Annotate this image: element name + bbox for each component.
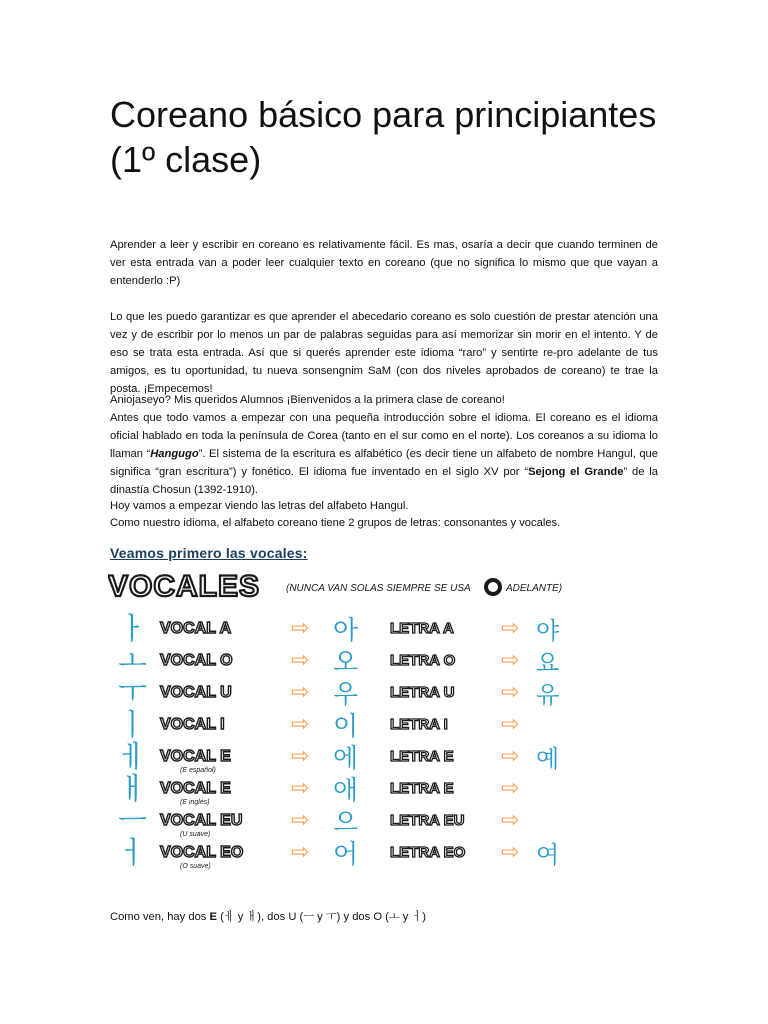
vowel-jamo: ㅗ <box>118 645 147 678</box>
vowel-jamo: ㅔ <box>118 741 147 774</box>
letter-label: LETRA I <box>390 716 448 733</box>
arrow-icon: ⇨ <box>501 743 520 768</box>
vowel-sublabel: (U suave) <box>180 831 211 838</box>
arrow-icon: ⇨ <box>501 711 520 736</box>
syllable-glyph: 오 <box>333 647 359 677</box>
intro-text-a: Antes que todo vamos a empezar con una pequeña introducción sobre el idioma. El coreano es el idioma oficial hablado en toda la península de Corea (tanto en el sur como en el norte). Los coreanos a su idioma lo llaman “ <box>110 412 658 460</box>
syllable-glyph: 으 <box>333 807 359 837</box>
arrow-icon: ⇨ <box>501 839 520 864</box>
chart-header-circle-symbol <box>486 580 500 594</box>
y-syllable-glyph: 야 <box>536 618 560 645</box>
syllable-glyph: 우 <box>333 679 359 709</box>
vowel-jamo: ㅓ <box>118 837 147 870</box>
arrow-icon: ⇨ <box>501 647 520 672</box>
vowel-jamo: ㅏ <box>118 613 147 646</box>
vowel-label: VOCAL EO <box>160 844 244 861</box>
page-title: Coreano básico para principiantes (1º clase) <box>110 94 657 180</box>
sejong-term: Sejong el Grande <box>528 466 624 478</box>
vowel-jamo: ㅡ <box>118 805 147 838</box>
paragraph-greeting: Aniojaseyo? Mis queridos Alumnos ¡Bienvenidos a la primera clase de coreano! <box>110 394 505 406</box>
syllable-glyph: 애 <box>333 775 359 805</box>
vowel-jamo: ㅜ <box>118 677 147 710</box>
arrow-icon: ⇨ <box>291 807 310 832</box>
vowel-label: VOCAL EU <box>160 812 243 829</box>
vowel-jamo: ㅣ <box>118 709 147 742</box>
intro-text-c: ” de la dinastía Chosun (1392-1910). <box>110 466 658 496</box>
letter-label: LETRA E <box>390 780 454 797</box>
hangugo-term: Hangugo <box>150 448 199 460</box>
footer-text-1: Como ven, hay dos <box>110 911 210 924</box>
arrow-icon: ⇨ <box>501 807 520 832</box>
chart-header-title: VOCALES <box>108 570 261 603</box>
arrow-icon: ⇨ <box>291 679 310 704</box>
vowel-sublabel: (O suave) <box>180 863 211 870</box>
arrow-icon: ⇨ <box>501 775 520 800</box>
footer-text-2: (ㅔ y ㅐ), dos U (ㅡ y ㅜ) y dos O (ㅗ y ㅓ) <box>216 911 427 924</box>
y-syllable-glyph: 요 <box>536 650 560 677</box>
syllable-glyph: 아 <box>333 615 359 645</box>
section-heading: Veamos primero las vocales: <box>110 545 308 561</box>
paragraph-guarantee: Lo que les puedo garantizar es que aprender el abecedario coreano es solo cuestión de prestar atención una vez y de escribir por lo menos un par de palabras seguidas para así memorizar sin morir en el intento. Y de eso se trata esta entrada. Así que si querés aprender este idioma “raro” y sentirte re-pro adelante de tus amigos, es tu oportunidad, tu nueva sonsengnim SaM (con dos niveles aprobados de coreano) te trae la posta. ¡Empecemos! <box>110 311 658 395</box>
arrow-icon: ⇨ <box>501 679 520 704</box>
footer-e-bold: E <box>209 911 217 924</box>
vowel-label: VOCAL O <box>160 652 233 669</box>
chart-header-note-left: (NUNCA VAN SOLAS SIEMPRE SE USA <box>286 583 471 594</box>
arrow-icon: ⇨ <box>291 839 310 864</box>
vowel-label: VOCAL I <box>160 716 225 733</box>
arrow-icon: ⇨ <box>291 647 310 672</box>
y-syllable-glyph: 예 <box>536 746 560 773</box>
letter-label: LETRA U <box>390 684 455 701</box>
arrow-icon: ⇨ <box>501 615 520 640</box>
y-syllable-glyph: 여 <box>536 842 560 869</box>
vowel-sublabel: (E inglés) <box>180 799 210 806</box>
arrow-icon: ⇨ <box>291 711 310 736</box>
vowel-jamo: ㅐ <box>118 773 147 806</box>
letter-label: LETRA A <box>390 620 454 637</box>
paragraph-today: Hoy vamos a empezar viendo las letras del alfabeto Hangul. <box>110 500 409 512</box>
vowel-label: VOCAL E <box>160 780 231 797</box>
syllable-glyph: 어 <box>333 839 359 869</box>
letter-label: LETRA EO <box>390 844 466 861</box>
vowel-label: VOCAL A <box>160 620 232 637</box>
y-syllable-glyph: 유 <box>536 682 560 709</box>
letter-label: LETRA EU <box>390 812 465 829</box>
paragraph-introduction <box>110 409 658 499</box>
vowel-label: VOCAL U <box>160 684 232 701</box>
syllable-glyph: 이 <box>333 711 359 741</box>
arrow-icon: ⇨ <box>291 775 310 800</box>
vowel-sublabel: (E español) <box>180 767 216 774</box>
letter-label: LETRA E <box>390 748 454 765</box>
footer-note <box>110 909 426 925</box>
paragraph-intro: Aprender a leer y escribir en coreano es relativamente fácil. Es mas, osaría a decir que cuando terminen de ver esta entrada van a poder leer cualquier texto en coreano (que no significa lo mismo que que vayan a entenderlo :P) <box>110 239 658 287</box>
chart-header-note-right: ADELANTE) <box>506 583 563 594</box>
intro-text-b: ”. El sistema de la escritura es alfabético (es decir tiene un alfabeto de nombre Hangul, que significa “gran escritura”) y fonético. El idioma fue inventado en el siglo XV por “ <box>110 448 658 478</box>
paragraph-groups: Como nuestro idioma, el alfabeto coreano tiene 2 grupos de letras: consonantes y vocales. <box>110 517 561 529</box>
letter-label: LETRA O <box>390 652 456 669</box>
syllable-glyph: 에 <box>333 743 359 773</box>
arrow-icon: ⇨ <box>291 615 310 640</box>
arrow-icon: ⇨ <box>291 743 310 768</box>
vowel-label: VOCAL E <box>160 748 231 765</box>
vowel-chart-image <box>108 566 568 880</box>
